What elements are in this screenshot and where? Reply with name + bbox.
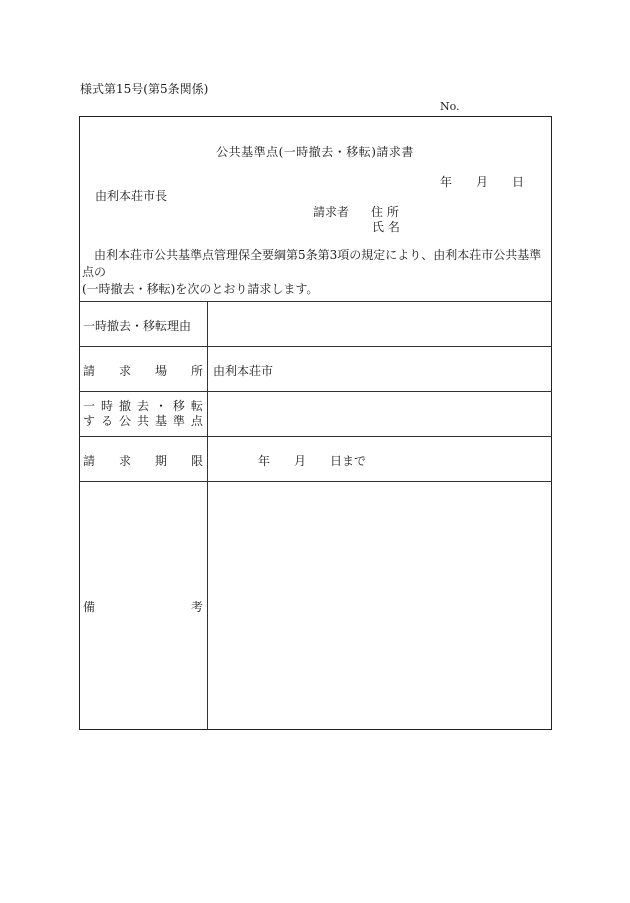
document-title: 公共基準点(一時撤去・移転)請求書 <box>216 145 414 159</box>
label-char: 移 <box>172 399 185 413</box>
table-top-divider <box>79 301 552 302</box>
label-char: 撤 <box>118 399 131 413</box>
label-char: す <box>83 414 96 428</box>
label-char: る <box>100 414 113 428</box>
deadline-label-char: 限 <box>190 454 203 468</box>
deadline-label-char: 求 <box>118 454 131 468</box>
statement-line-2: (一時撤去・移転)を次のとおり請求します。 <box>82 282 319 296</box>
target-point-label <box>83 399 203 429</box>
label-char: 時 <box>100 399 113 413</box>
form-number: 様式第15号(第5条関係) <box>80 82 209 96</box>
deadline-label-char: 請 <box>83 454 96 468</box>
date-day: 日 <box>512 175 525 189</box>
label-char: 去 <box>136 399 149 413</box>
target-point-field[interactable] <box>213 405 543 419</box>
row-divider <box>79 391 552 392</box>
remarks-label-char: 備 <box>83 600 96 614</box>
name-label: 氏 名 <box>372 220 400 234</box>
place-label <box>83 362 203 379</box>
deadline-label <box>83 452 203 469</box>
target-point-label-line1 <box>83 399 203 414</box>
label-char: 一 <box>83 399 96 413</box>
remarks-label <box>83 598 203 615</box>
deadline-label-char: 期 <box>154 454 167 468</box>
target-point-label-line2 <box>83 414 203 429</box>
deadline-day: 日まで <box>330 454 367 468</box>
row-divider <box>79 481 552 482</box>
place-label-char: 場 <box>154 364 167 378</box>
document-number-label: No. <box>440 100 460 113</box>
address-label: 住 所 <box>371 205 399 219</box>
place-value[interactable]: 由利本荘市 <box>213 364 274 378</box>
reason-field[interactable] <box>213 317 543 331</box>
deadline-month: 月 <box>294 454 307 468</box>
date-year: 年 <box>440 175 453 189</box>
date-line <box>440 173 524 190</box>
row-divider <box>79 436 552 437</box>
request-statement <box>82 247 550 298</box>
label-char: 点 <box>190 414 203 428</box>
place-label-char: 所 <box>190 364 203 378</box>
place-label-char: 求 <box>118 364 131 378</box>
date-month: 月 <box>476 175 489 189</box>
label-char: 公 <box>118 414 131 428</box>
label-char: 準 <box>172 414 185 428</box>
deadline-field[interactable] <box>258 452 366 469</box>
deadline-year: 年 <box>258 454 271 468</box>
label-char: 転 <box>190 399 203 413</box>
reason-label: 一時撤去・移転理由 <box>83 319 192 333</box>
label-char: 共 <box>136 414 149 428</box>
remarks-label-char: 考 <box>190 600 203 614</box>
label-char: ・ <box>154 399 167 413</box>
row-divider <box>79 346 552 347</box>
column-divider <box>207 301 208 730</box>
remarks-field[interactable] <box>213 490 543 720</box>
addressee: 由利本荘市長 <box>95 189 168 203</box>
statement-line-1: 由利本荘市公共基準点管理保全要綱第5条第3項の規定により、由利本荘市公共基準点の <box>82 248 542 279</box>
label-char: 基 <box>154 414 167 428</box>
requester-label: 請求者 <box>313 205 350 219</box>
place-label-char: 請 <box>83 364 96 378</box>
